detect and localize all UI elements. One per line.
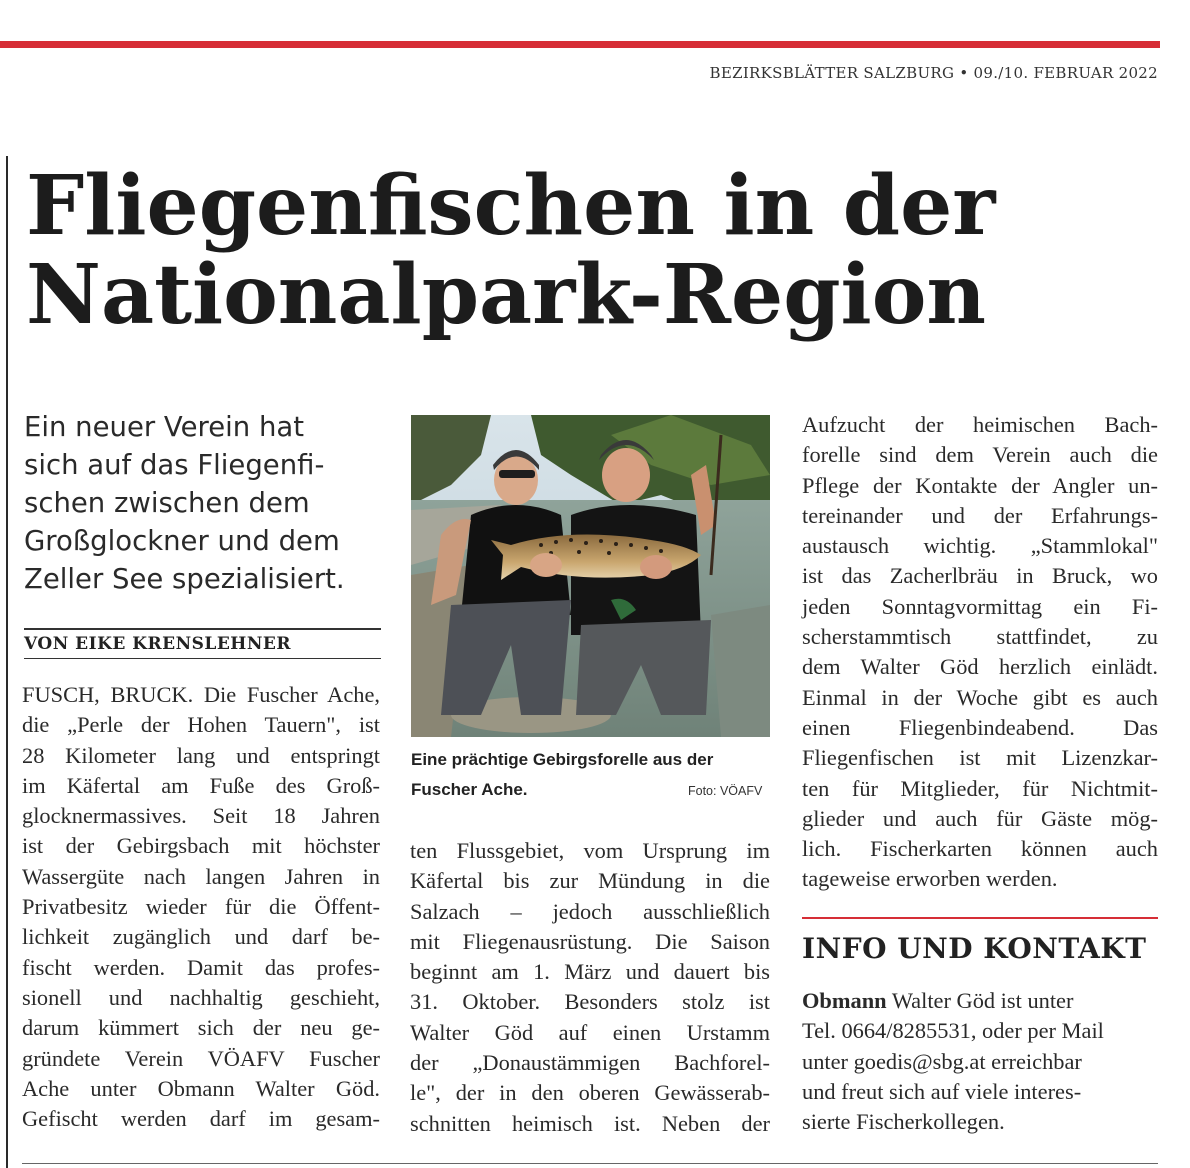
article-column-3	[802, 410, 1158, 895]
lead-line: Großglockner und dem	[24, 525, 340, 557]
text-line: mit Fliegenausrüstung. Die Saison	[410, 928, 770, 954]
left-column-rule	[6, 156, 8, 1168]
lead-line: schen zwischen dem	[24, 487, 310, 519]
photo-credit: Foto: VÖAFV	[688, 784, 763, 798]
info-line	[802, 986, 1158, 1016]
text-line: die „Perle der Hohen Tauern", ist	[22, 712, 380, 738]
text-line: ten Flussgebiet, vom Ursprung im	[410, 838, 770, 863]
text-line: dem Walter Göd herzlich einlädt.	[802, 654, 1158, 680]
text-line: austausch wichtig. „Stammlokal"	[802, 533, 1158, 559]
info-line: Tel. 0664/8285531, oder per Mail	[802, 1018, 1104, 1044]
text-line: FUSCH, BRUCK. Die Fuscher Ache,	[22, 682, 380, 707]
caption-line: Eine prächtige Gebirgsforelle aus der	[411, 750, 714, 769]
bottom-rule	[22, 1163, 1158, 1164]
headline	[26, 158, 1166, 343]
text-line: der „Donaustämmigen Bachforel-	[410, 1050, 770, 1076]
text-line: glocknermassives. Seit 18 Jahren	[22, 803, 380, 829]
text-line: forelle sind dem Verein auch die	[802, 442, 1158, 468]
text-line: glieder und auch für Gäste mög-	[802, 805, 1158, 831]
text-line: scherstammtisch stattfindet, zu	[802, 624, 1158, 650]
obmann-label: Obmann	[802, 988, 887, 1013]
text-line: 28 Kilometer lang und entspringt	[22, 742, 380, 768]
info-box-title: INFO UND KONTAKT	[802, 932, 1147, 965]
info-box-text	[802, 986, 1158, 1137]
publication-meta: BEZIRKSBLÄTTER SALZBURG • 09./10. FEBRUAR 2022	[709, 64, 1158, 82]
info-line: unter goedis@sbg.at erreichbar	[802, 1048, 1082, 1074]
text-line: Walter Göd auf einen Urstamm	[410, 1019, 770, 1045]
info-line: sierte Fischerkollegen.	[802, 1109, 1005, 1135]
text-line: Käfertal bis zur Mündung in die	[410, 868, 770, 894]
text-line: le", der in den oberen Gewässerab-	[410, 1080, 770, 1106]
text-line: Wassergüte nach langen Jahren in	[22, 863, 380, 889]
text-line: Aufzucht der heimischen Bach-	[802, 412, 1158, 437]
text-line: tereinander und der Erfahrungs-	[802, 502, 1158, 528]
article-column-2	[410, 836, 770, 1139]
byline-rule-top	[24, 628, 381, 630]
article-column-1	[22, 680, 380, 1134]
info-line: und freut sich auf viele interes-	[802, 1078, 1082, 1104]
text-line: tageweise erworben werden.	[802, 866, 1058, 892]
text-line: jeden Sonntagvormittag ein Fi-	[802, 593, 1158, 619]
text-line: ist der Gebirgsbach mit höchster	[22, 833, 380, 859]
text-line: gründete Verein VÖAFV Fuscher	[22, 1045, 380, 1071]
text-line: sionell und nachhaltig geschieht,	[22, 984, 380, 1010]
text-line: beginnt am 1. März und dauert bis	[410, 959, 770, 985]
lead-line: Ein neuer Verein hat	[24, 411, 305, 443]
info-first-line: Walter Göd ist unter	[886, 988, 1074, 1013]
lead-paragraph	[24, 408, 386, 598]
text-line: darum kümmert sich der neu ge-	[22, 1015, 380, 1041]
text-line: schnitten heimisch ist. Neben der	[410, 1110, 770, 1136]
text-line: Privatbesitz wieder für die Öffent-	[22, 894, 380, 920]
text-line: Einmal in der Woche gibt es auch	[802, 684, 1158, 710]
text-line: Pflege der Kontakte der Angler un-	[802, 472, 1158, 498]
text-line: im Käfertal am Fuße des Groß-	[22, 772, 380, 798]
text-line: 31. Oktober. Besonders stolz ist	[410, 989, 770, 1015]
info-box-red-rule	[802, 917, 1158, 919]
caption-line: Fuscher Ache.	[411, 780, 528, 799]
text-line: ten für Mitglieder, für Nichtmit-	[802, 775, 1158, 801]
text-line: lich. Fischerkarten können auch	[802, 836, 1158, 862]
text-line: Ache unter Obmann Walter Göd.	[22, 1075, 380, 1101]
text-line: lichkeit zugänglich und darf be-	[22, 924, 380, 950]
headline-line: Fliegenfischen in der	[26, 158, 996, 254]
text-line: einen Fliegenbindeabend. Das	[802, 714, 1158, 740]
top-red-rule	[0, 41, 1160, 48]
text-line: Salzach – jedoch ausschließlich	[410, 898, 770, 924]
byline: VON EIKE KRENSLEHNER	[24, 634, 291, 654]
text-line: Gefischt werden darf im gesam-	[22, 1106, 380, 1132]
article-photo	[411, 415, 770, 737]
headline-line: Nationalpark-Region	[26, 247, 987, 343]
text-line: Fliegenfischen ist mit Lizenzkar-	[802, 745, 1158, 771]
text-line: fischt werden. Damit das profes-	[22, 954, 380, 980]
byline-rule-bottom	[24, 658, 381, 659]
text-line: ist das Zacherlbräu in Bruck, wo	[802, 563, 1158, 589]
lead-line: sich auf das Fliegenfi-	[24, 449, 325, 481]
lead-line: Zeller See spezialisiert.	[24, 563, 345, 595]
